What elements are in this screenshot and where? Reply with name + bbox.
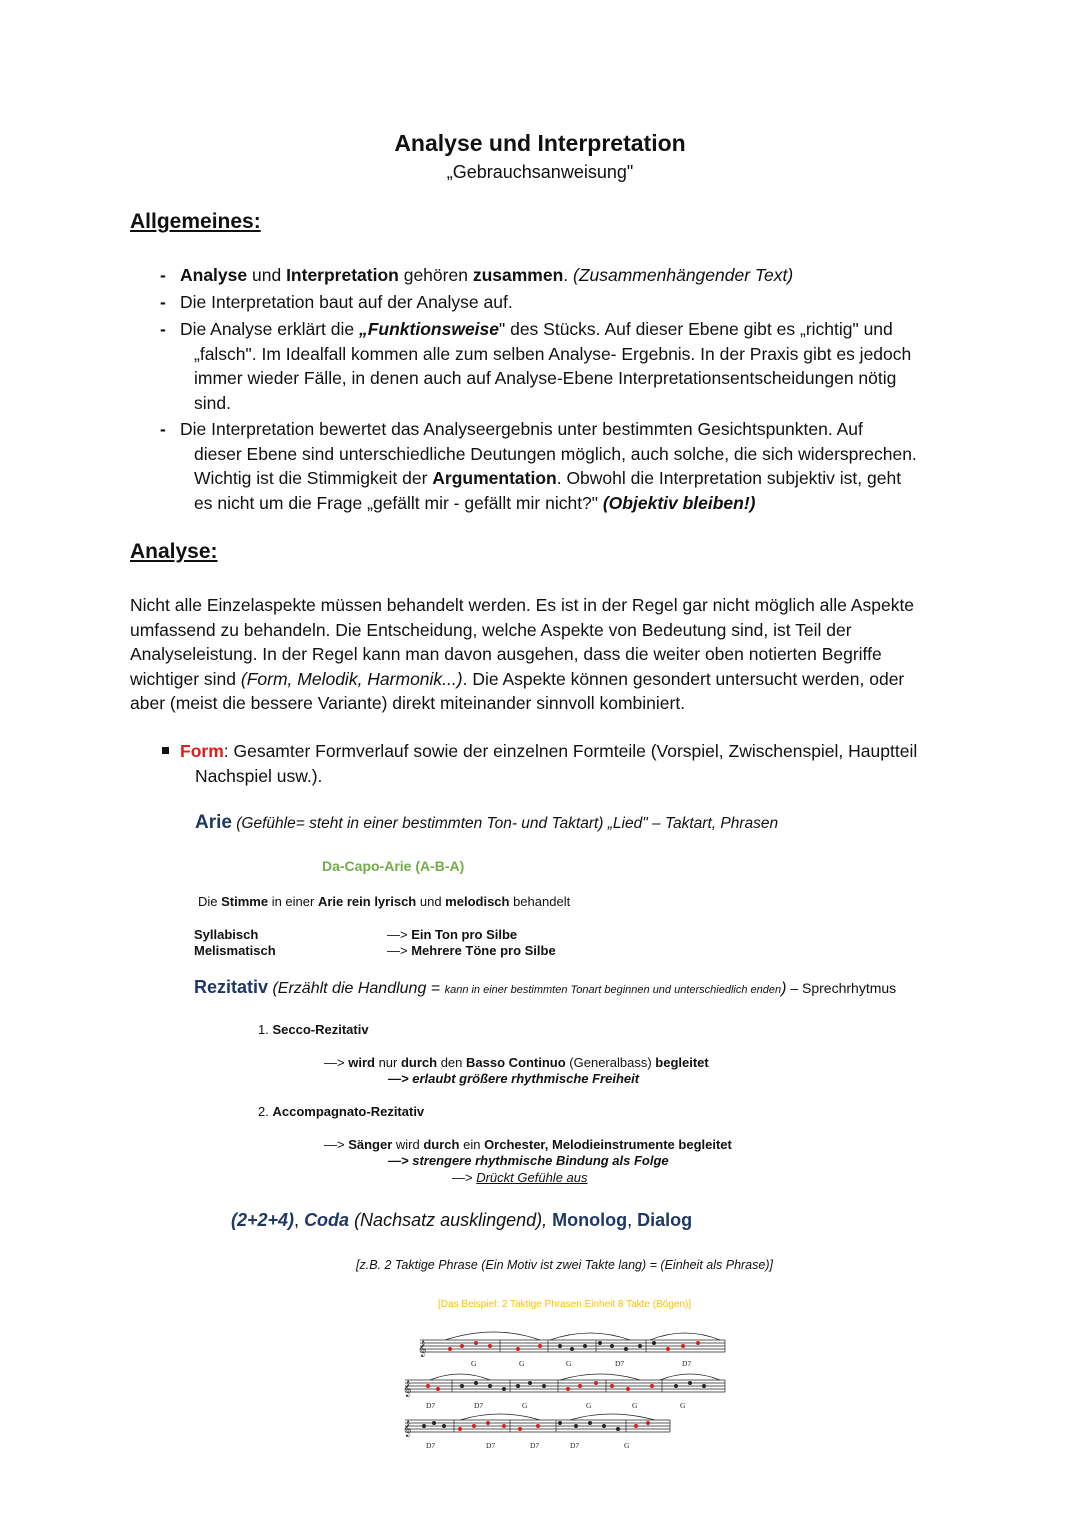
text: Die Analyse erklärt die <box>180 319 359 339</box>
text-note: (Zusammenhängender Text) <box>573 265 794 285</box>
paragraph-line: aber (meist die bessere Variante) direkt miteinander sinnvoll kombiniert. <box>130 693 686 713</box>
text: (Generalbass) <box>565 1055 656 1070</box>
text: , <box>294 1210 305 1230</box>
arie-text: (Gefühle= steht in einer bestimmten Ton- und Taktart) „Lied" – Taktart, Phrasen <box>231 815 779 832</box>
chord-label: G <box>586 1401 592 1410</box>
section-heading-analyse: Analyse: <box>130 540 218 563</box>
paragraph-line: Nicht alle Einzelaspekte müssen behandelt werden. Es ist in der Regel gar nicht möglich alle Aspekte <box>130 595 915 615</box>
text-argumentation: Argumentation <box>432 468 557 488</box>
svg-text:𝄞: 𝄞 <box>418 1342 427 1357</box>
phrase-note: [z.B. 2 Taktige Phrase (Ein Motiv ist zwei Takte lang) = (Einheit als Phrase)] <box>356 1258 773 1272</box>
text: wird <box>392 1137 424 1152</box>
text: behandelt <box>509 894 571 909</box>
bullet-3-line-3: immer wieder Fälle, in denen auch auf Analyse-Ebene Interpretationsentscheidungen nötig <box>194 368 897 388</box>
square-bullet-icon <box>162 747 169 754</box>
chord-label: D7 <box>682 1359 692 1368</box>
text: strengere rhythmische Bindung als Folge <box>412 1153 669 1168</box>
melismatisch-label: Melismatisch <box>194 943 276 958</box>
accompagnato-heading <box>258 1104 424 1120</box>
analyse-paragraph <box>130 593 960 716</box>
text: und <box>416 894 446 909</box>
chord-label: G <box>632 1401 638 1410</box>
page-title: Analyse und Interpretation <box>394 130 686 156</box>
text: melodisch <box>445 894 510 909</box>
bullet-4: - Die Interpretation bewertet das Analyseergebnis unter bestimmten Gesichtspunkten. Auf dieser Ebene sind unterschiedliche Deutungen möglich, auch solche, die sich widersprechen. Wichtig ist die Stimmigkeit der Argumentation. Obwohl die Interpretation subjektiv ist, geht es nicht um die Frage „gefällt mir - gefällt mir nicht?" (Objektiv bleiben!) <box>160 417 960 515</box>
chord-label: G <box>471 1359 477 1368</box>
text: Mehrere Töne pro Silbe <box>411 943 556 958</box>
rezitativ-label: Rezitativ <box>194 977 269 997</box>
text: kann in einer bestimmten Tonart beginnen und unterschiedlich enden <box>444 984 782 996</box>
svg-text:𝄞: 𝄞 <box>403 1422 412 1437</box>
text-funktionsweise: „Funktionsweise <box>358 319 500 339</box>
chord-label: D7 <box>426 1401 436 1410</box>
paragraph-line: umfassend zu behandeln. Die Entscheidung, welche Aspekte von Bedeutung sind, ist Teil der <box>130 619 852 640</box>
text: durch <box>423 1137 460 1152</box>
text: Arie rein lyrisch <box>317 894 417 909</box>
text: Stimme <box>221 894 269 909</box>
text: (2+2+4) <box>231 1210 295 1230</box>
text: in einer <box>268 894 318 909</box>
text: durch <box>400 1055 438 1070</box>
secco-line-2 <box>388 1071 639 1087</box>
text: wichtiger sind <box>130 668 241 689</box>
chord-label: D7 <box>486 1441 496 1450</box>
text: , <box>627 1210 638 1230</box>
text-dialog: Dialog <box>637 1210 693 1230</box>
text: (Nachsatz ausklingend), <box>349 1210 553 1230</box>
text: gehören <box>398 265 473 285</box>
arie-line <box>195 812 778 834</box>
list-number: 2. <box>258 1104 269 1119</box>
section-heading-allgemeines: Allgemeines: <box>130 210 261 233</box>
arrow-icon: —> <box>324 1137 349 1152</box>
stimme-line <box>198 894 570 910</box>
music-score-image <box>400 1328 730 1456</box>
text-analyse: Analyse <box>180 265 248 285</box>
text-coda: Coda <box>304 1210 350 1230</box>
text-aspects: (Form, Melodik, Harmonik...) <box>240 668 463 689</box>
bullet-3: - Die Analyse erklärt die „Funktionsweise" des Stücks. Auf dieser Ebene gibt es „richtig" und „falsch". Im Idealfall kommen alle zum selben Analyse- Ergebnis. In der Praxis gibt es jedoch immer wieder Fälle, in denen auch auf Analyse-Ebene Interpretationsentscheidungen nötig sind. <box>160 317 960 415</box>
coda-line <box>231 1210 692 1231</box>
arie-label: Arie <box>195 812 232 833</box>
text: . Die Aspekte können gesondert untersucht werden, oder <box>462 668 905 689</box>
text: (Erzählt die Handlung = <box>268 980 445 997</box>
text: . <box>563 265 573 285</box>
text-interpretation: Interpretation <box>286 265 399 285</box>
beispiel-note: [Das Beispiel: 2 Taktige Phrasen Einheit 8 Takte (Bögen)] <box>438 1299 692 1310</box>
chord-label: G <box>624 1441 630 1450</box>
arrow-icon: —> <box>387 927 412 942</box>
text: Ein Ton pro Silbe <box>411 927 518 942</box>
text: es nicht um die Frage „gefällt mir - gefällt mir nicht?" <box>194 492 603 513</box>
text-zusammen: zusammen <box>472 265 564 285</box>
chord-label: D7 <box>530 1441 540 1450</box>
list-number: 1. <box>258 1022 269 1037</box>
text: begleitet <box>655 1055 709 1070</box>
secco-line-1 <box>324 1055 709 1071</box>
page-subtitle: „Gebrauchsanweisung" <box>446 162 634 182</box>
accompagnato-line-2 <box>388 1153 669 1169</box>
arrow-icon: —> <box>324 1055 349 1070</box>
text-objektiv: (Objektiv bleiben!) <box>602 492 756 513</box>
text: Wichtig ist die Stimmigkeit der <box>194 468 433 488</box>
arrow-icon: —> <box>388 1153 413 1168</box>
text: nur <box>374 1055 401 1070</box>
chord-label: D7 <box>426 1441 436 1450</box>
bullet-4-line-1: Die Interpretation bewertet das Analyseergebnis unter bestimmten Gesichtspunkten. Auf <box>180 419 863 439</box>
chord-label: G <box>680 1401 686 1410</box>
chord-label: D7 <box>474 1401 484 1410</box>
text: und <box>247 265 287 285</box>
arrow-icon: —> <box>388 1071 413 1086</box>
text: " des Stücks. Auf dieser Ebene gibt es „richtig" und <box>499 319 893 339</box>
syllabisch-label: Syllabisch <box>194 927 259 942</box>
text: Drückt Gefühle aus <box>476 1170 588 1185</box>
chord-label: G <box>519 1359 525 1368</box>
svg-text:𝄞: 𝄞 <box>403 1382 412 1397</box>
text: wird <box>348 1055 375 1070</box>
text: ein <box>459 1137 485 1152</box>
form-line-2: Nachspiel usw.). <box>195 765 323 786</box>
text: Die <box>198 894 222 909</box>
chord-label: D7 <box>570 1441 580 1450</box>
syllabisch-value <box>387 927 517 943</box>
bullet-2-text: Die Interpretation baut auf der Analyse auf. <box>180 292 513 312</box>
chord-label: G <box>522 1401 528 1410</box>
text: Basso Continuo <box>466 1055 566 1070</box>
text: Sänger <box>348 1137 393 1152</box>
accompagnato-line-1 <box>324 1137 732 1153</box>
chord-label: D7 <box>615 1359 625 1368</box>
dacapo-label: Da-Capo-Arie (A-B-A) <box>322 858 465 874</box>
secco-heading <box>258 1022 369 1038</box>
arrow-icon: —> <box>387 943 412 958</box>
bullet-4-line-2: dieser Ebene sind unterschiedliche Deutungen möglich, auch solche, die sich widersprechen. <box>194 443 917 464</box>
bullet-1: - Analyse und Interpretation gehören zusammen. (Zusammenhängender Text) <box>160 265 794 285</box>
form-label: Form <box>180 741 224 761</box>
text: Secco-Rezitativ <box>272 1022 369 1037</box>
bullet-2: - Die Interpretation baut auf der Analyse auf. <box>160 292 513 312</box>
paragraph-line: Analyseleistung. In der Regel kann man davon ausgehen, dass die weiter oben notierten Begriffe <box>130 644 882 664</box>
text: : Gesamter Formverlauf sowie der einzelnen Formteile (Vorspiel, Zwischenspiel, Hauptteil <box>223 741 918 761</box>
text: Orchester, Melodieinstrumente begleitet <box>484 1137 732 1152</box>
text: erlaubt größere rhythmische Freiheit <box>412 1071 640 1086</box>
accompagnato-line-3 <box>452 1170 588 1186</box>
text: ) <box>781 980 787 997</box>
bullet-3-line-4: sind. <box>194 392 231 413</box>
text: – Sprechrhytmus <box>786 980 897 996</box>
text: . Obwohl die Interpretation subjektiv ist, geht <box>556 468 902 488</box>
arrow-icon: —> <box>452 1170 477 1185</box>
text: Accompagnato-Rezitativ <box>272 1104 425 1119</box>
bullet-3-line-2: „falsch". Im Idealfall kommen alle zum selben Analyse- Ergebnis. In der Praxis gibt es jedoch <box>194 343 912 364</box>
chord-label: G <box>566 1359 572 1368</box>
rezitativ-line <box>194 977 896 998</box>
form-bullet <box>162 739 962 788</box>
melismatisch-value <box>387 943 556 959</box>
text: den <box>437 1055 467 1070</box>
text-monolog: Monolog <box>552 1210 628 1230</box>
